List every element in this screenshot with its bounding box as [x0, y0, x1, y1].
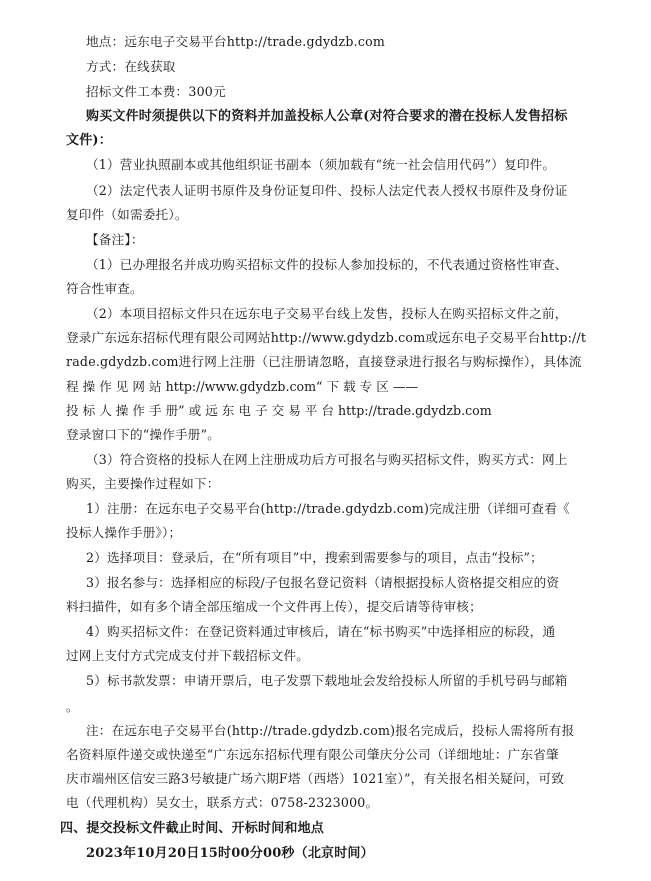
note-2-cont-2: rade.gdydzb.com进行网上注册（已注册请忽略，直接登录进行报名与购标操作），具体流 [66, 354, 582, 369]
note-2-cont-5: 登录窗口下的“操作手册”。 [66, 427, 221, 442]
note-2-cont-4: 投 标 人 操 作 手 册” 或 远 东 电 子 交 易 平 台 http://trade.gdydzb.com [66, 403, 492, 418]
step-4-cont: 过网上支付方式完成支付并下载招标文件。 [66, 648, 310, 663]
step-1: 1）注册：在远东电子交易平台(http://trade.gdydzb.com)完成注册（详细可查看《 [86, 501, 570, 516]
remark-cont-3: 电（代理机构）吴女士，联系方式：0758-2323000。 [66, 795, 379, 810]
remark-cont-1: 名资料原件递交或快递至“广东远东招标代理有限公司肇庆分公司（详细地址：广东省肇 [66, 747, 559, 762]
method-line: 方式：在线获取 [86, 59, 176, 74]
requirement-item-2-cont: 复印件（如需委托）。 [66, 207, 188, 222]
remark: 注：在远东电子交易平台(http://trade.gdydzb.com)报名完成后，投标人需将所有报 [86, 723, 575, 738]
deadline-line: 2023年10月20日15时00分00秒（北京时间） [86, 846, 374, 861]
step-5: 5）标书款发票：申请开票后，电子发票下载地址会发给投标人所留的手机号码与邮箱 [86, 673, 568, 688]
step-3-cont: 料扫描件，如有多个请全部压缩成一个文件再上传），提交后请等待审核； [66, 599, 482, 614]
note-1: （1）已办理报名并成功购买招标文件的投标人参加投标的，不代表通过资格性审查、 [86, 257, 568, 272]
requirement-heading-cont: 文件)： [66, 133, 112, 148]
note-1-cont: 符合性审查。 [66, 281, 143, 296]
note-2-cont-3: 程 操 作 见 网 站 http://www.gdydzb.com“ 下 载 专 区 —— [66, 379, 419, 394]
requirement-item-2: （2）法定代表人证明书原件及身份证复印件、投标人法定代表人授权书原件及身份证 [86, 183, 568, 198]
remark-cont-2: 庆市端州区信安三路3号敏捷广场六期F塔（西塔）1021室）”，有关报名相关疑问，可致 [66, 771, 565, 786]
step-4: 4）购买招标文件：在登记资料通过审核后，请在“标书购买”中选择相应的标段，通 [86, 624, 556, 639]
step-5-cont: 。 [66, 699, 79, 714]
note-3: （3）符合资格的投标人在网上注册成功后方可报名与购买招标文件，购买方式：网上 [86, 452, 568, 467]
requirement-heading: 购买文件时须提供以下的资料并加盖投标人公章(对符合要求的潜在投标人发售招标 [86, 109, 568, 124]
step-3: 3）报名参与：选择相应的标段/子包报名登记资料（请根据投标人资格提交相应的资 [86, 575, 560, 590]
note-3-cont: 购买，主要操作过程如下： [66, 476, 220, 491]
requirement-item-1: （1）营业执照副本或其他组织证书副本（须加载有“统一社会信用代码”）复印件。 [86, 157, 556, 172]
note-2-cont-1: 登录广东远东招标代理有限公司网站http://www.gdydzb.com或远东电子交易平台http://t [66, 330, 587, 345]
notes-label: 【备注】： [86, 232, 144, 247]
note-2: （2）本项目招标文件只在远东电子交易平台线上发售，投标人在购买招标文件之前， [86, 306, 568, 321]
step-2: 2）选择项目：登录后，在“所有项目”中，搜索到需要参与的项目，点击“投标”； [86, 550, 543, 565]
section-4-heading: 四、提交投标文件截止时间、开标时间和地点 [60, 821, 325, 836]
fee-line: 招标文件工本费：300元 [86, 84, 226, 99]
location-line: 地点：远东电子交易平台http://trade.gdydzb.com [86, 34, 386, 49]
step-1-cont: 投标人操作手册》）； [66, 525, 182, 540]
